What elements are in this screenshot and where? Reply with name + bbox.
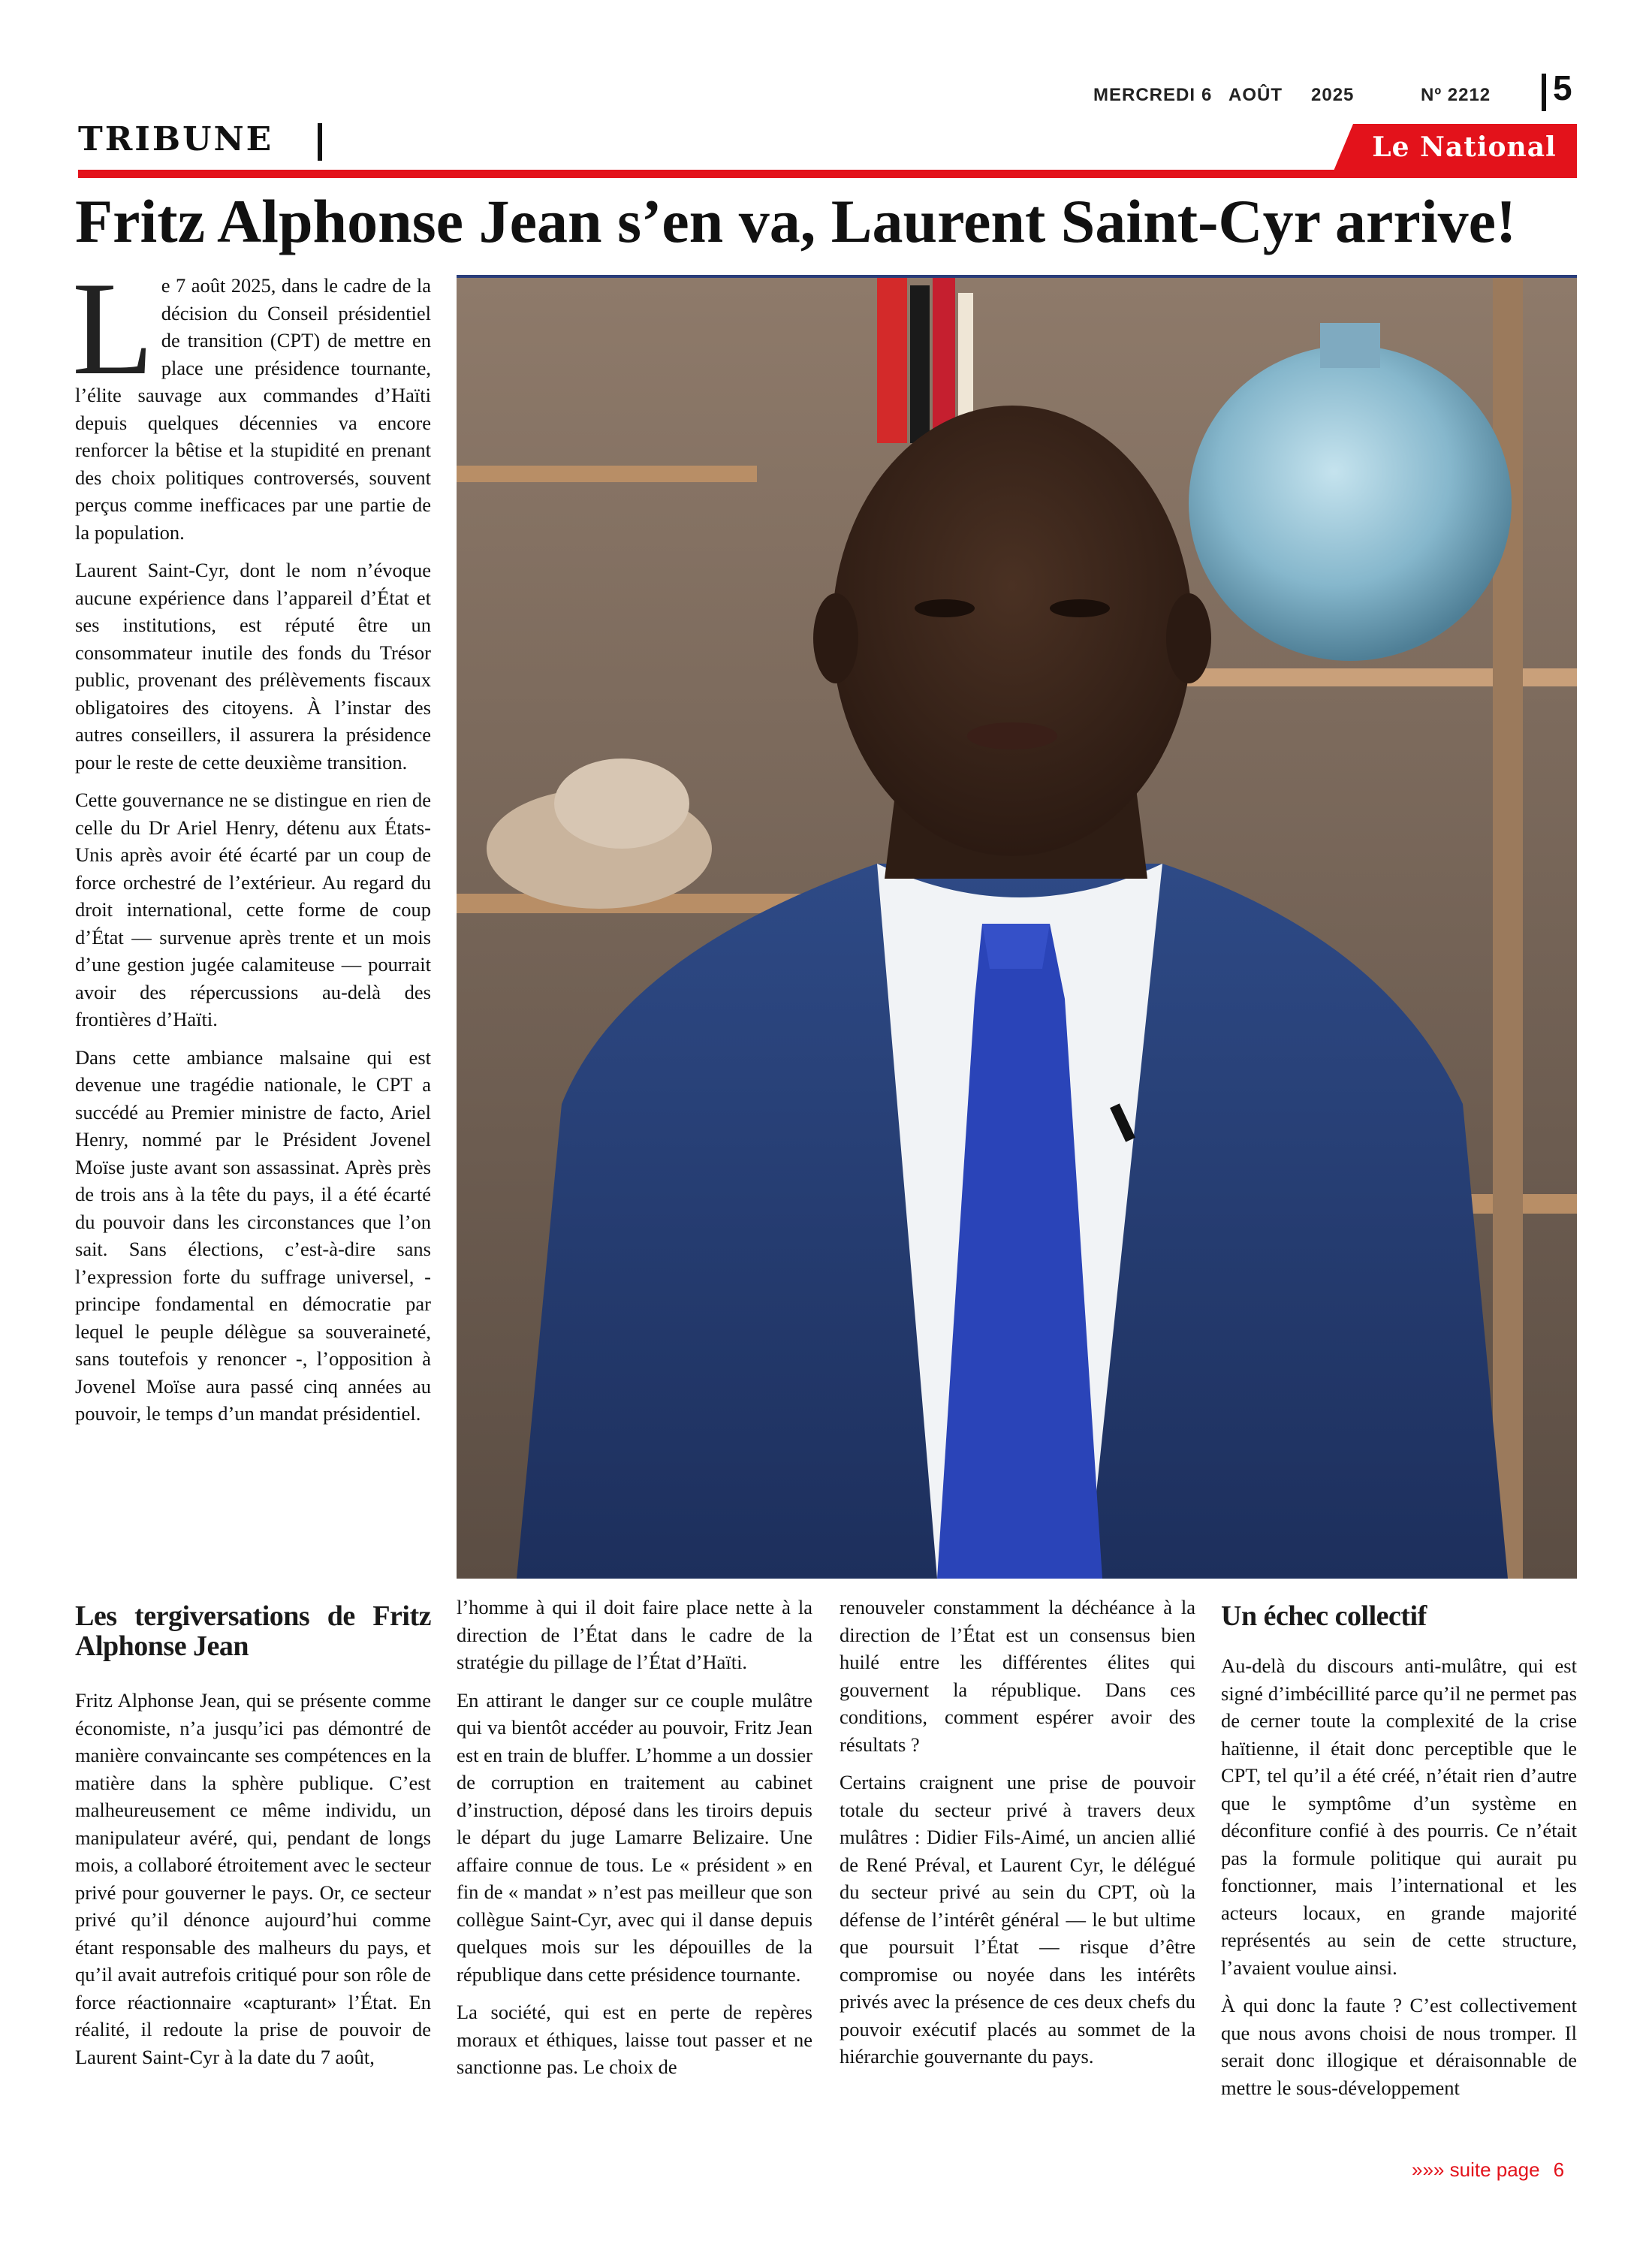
portrait-illustration [457,278,1577,1579]
page-number-divider [1542,74,1546,111]
article-photo [457,275,1577,1579]
paragraph-3: Cette gouvernance ne se distingue en rien de celle du Dr Ariel Henry, détenu aux États-Unis après avoir été écarté par un coup de force orchestré de l’extérieur. Au regard du droit international, cette forme de coup d’État — survenue après trente et un mois d’une gestion jugée calamiteuse — pourrait avoir des répercussions au-delà des frontières d’Haïti. [75,789,431,1030]
column-1-lower [75,1601,431,2081]
subheading-echec-collectif: Un échec collectif [1221,1600,1427,1632]
continued-label: »»» suite page [1412,2158,1540,2181]
paragraph-6: l’homme à qui il doit faire place nette à la direction de l’État dans le cadre de la stratégie du pillage de l’État d’Haïti. [457,1596,812,1673]
column-2 [457,1594,812,2092]
paragraph-10: Certains craignent une prise de pouvoir totale du secteur privé à travers deux mulâtres : Didier Fils-Aimé, un ancien allié de René Préval, et Laurent Cyr, le délégué du secteur privé au sein du CPT, où la défense de l’intérêt général — le but ultime que poursuit l’État — risque d’être compromise ou noyée dans les intérêts privés avec la présence de ces deux chefs du pouvoir exécutif placés au sommet de la hiérarchie gouvernante du pays. [840,1771,1195,2068]
section-label: TRIBUNE [78,120,274,158]
continued-page-number: 6 [1553,2158,1565,2181]
paragraph-8: La société, qui est en perte de repères moraux et éthiques, laisse tout passer et ne sanctionne pas. Le choix de [457,2001,812,2078]
paragraph-12: À qui donc la faute ? C’est collectivement que nous avons choisi de nous tromper. Il serait donc illogique et déraisonnable de mettre le sous-développement [1221,1994,1577,2099]
masthead-day: MERCREDI [1093,85,1196,105]
paragraph-5: Fritz Alphonse Jean, qui se présente comme économiste, n’a jusqu’ici pas démontré de manière convaincante ses compétences en la matière dans la sphère publique. C’est malheureusement ce même individu, un manipulateur avéré, qui, pendant de longs mois, a collaboré étroitement avec le secteur privé pour gouverner le pays. Or, ce secteur privé qu’il dénonce aujourd’hui comme étant responsable des malheurs du pays, et qu’il avait autrefois critiqué pour son rôle de force réactionnaire «capturant» l’État. En réalité, il redoute la prise de pouvoir de Laurent Saint-Cyr à la date du 7 août, [75,1689,431,2068]
masthead-date: 6 [1201,85,1213,105]
masthead-year: 2025 [1311,85,1355,105]
drop-cap: L [72,254,154,403]
masthead-month: AOÛT [1228,85,1283,105]
brand-name: Le National [1372,131,1557,163]
paragraph-1 [72,254,431,546]
page-number: 5 [1553,68,1572,107]
paragraph-9: renouveler constamment la déchéance à la direction de l’État est un consensus bien huilé entre les différentes élites qui gouvernent la république. Dans ces conditions, comment espérer avoir des résultats ? [840,1596,1195,1756]
header-rule [78,170,1577,178]
article-headline: Fritz Alphonse Jean s’en va, Laurent Saint-Cyr arrive! [75,187,1517,255]
column-3 [840,1594,1195,2081]
subheading-tergiversations: Les tergiversations de Fritz Alphonse Jean [75,1600,431,1662]
paragraph-2: Laurent Saint-Cyr, dont le nom n’évoque aucune expérience dans l’appareil d’État et ses institutions, est réputé être un consommateur inutile des fonds du Trésor public, provenant des prélèvements fiscaux obligatoires des citoyens. À l’instar des autres conseillers, il assurera la présidence pour le reste de cette deuxième transition. [75,559,431,774]
paragraph-4: Dans cette ambiance malsaine qui est devenue une tragédie nationale, le CPT a succédé au Premier ministre de facto, Ariel Henry, nommé par le Président Jovenel Moïse juste avant son assassinat. Après près de trois ans à la tête du pays, il a été écarté du pouvoir dans les circonstances que l’on sait. Sans élections, c’est-à-dire sans l’expression forte du suffrage universel, - principe fondamental en démocratie par lequel le peuple délègue sa souveraineté, sans toutefois y renoncer -, l’opposition à Jovenel Moïse aura passé cinq années au pouvoir, le temps d’un mandat présidentiel. [75,1045,431,1425]
continued-link[interactable] [1412,2158,1564,2182]
paragraph-11: Au-delà du discours anti-mulâtre, qui est signé d’imbécillité parce qu’il ne permet pas de cerner toute la complexité de la crise haïtienne, il était donc perceptible que le CPT, tel qu’il a été créé, n’était rien d’autre que le symptôme d’un système en déconfiture confié à des pourris. Ce n’était pas la formule politique qui aurait pu fonctionner, mais l’international et les acteurs locaux, en grande majorité représentés au sein de cette structure, l’avaient voulue ainsi. [1221,1654,1577,1979]
column-1 [72,254,431,1438]
paragraph-7: En attirant le danger sur ce couple mulâtre qui va bientôt accéder au pouvoir, Fritz Jean est en train de bluffer. L’homme a un dossier de corruption en traitement au cabinet d’instruction, déposé dans les tiroirs depuis le départ du juge Lamarre Belizaire. Une affaire connue de tous. Le « président » en fin de « mandat » n’est pas meilleur que son collègue Saint-Cyr, avec qui il danse depuis quelques mois sur les dépouilles de la république dans cette présidence tournante. [457,1688,812,1986]
issue-number: Nº 2212 [1421,85,1491,105]
section-divider [318,123,322,161]
column-4 [1221,1601,1577,2112]
paragraph-1-text: e 7 août 2025, dans le cadre de la décision du Conseil présidentiel de transition (CPT) de mettre en place une présidence tournante, l’élite sauvage aux commandes d’Haïti depuis quelques décennies va encore renforcer la bêtise et la stupidité en prenant des choix politiques controversés, souvent perçus comme inefficaces par une partie de la population. [75,274,431,544]
